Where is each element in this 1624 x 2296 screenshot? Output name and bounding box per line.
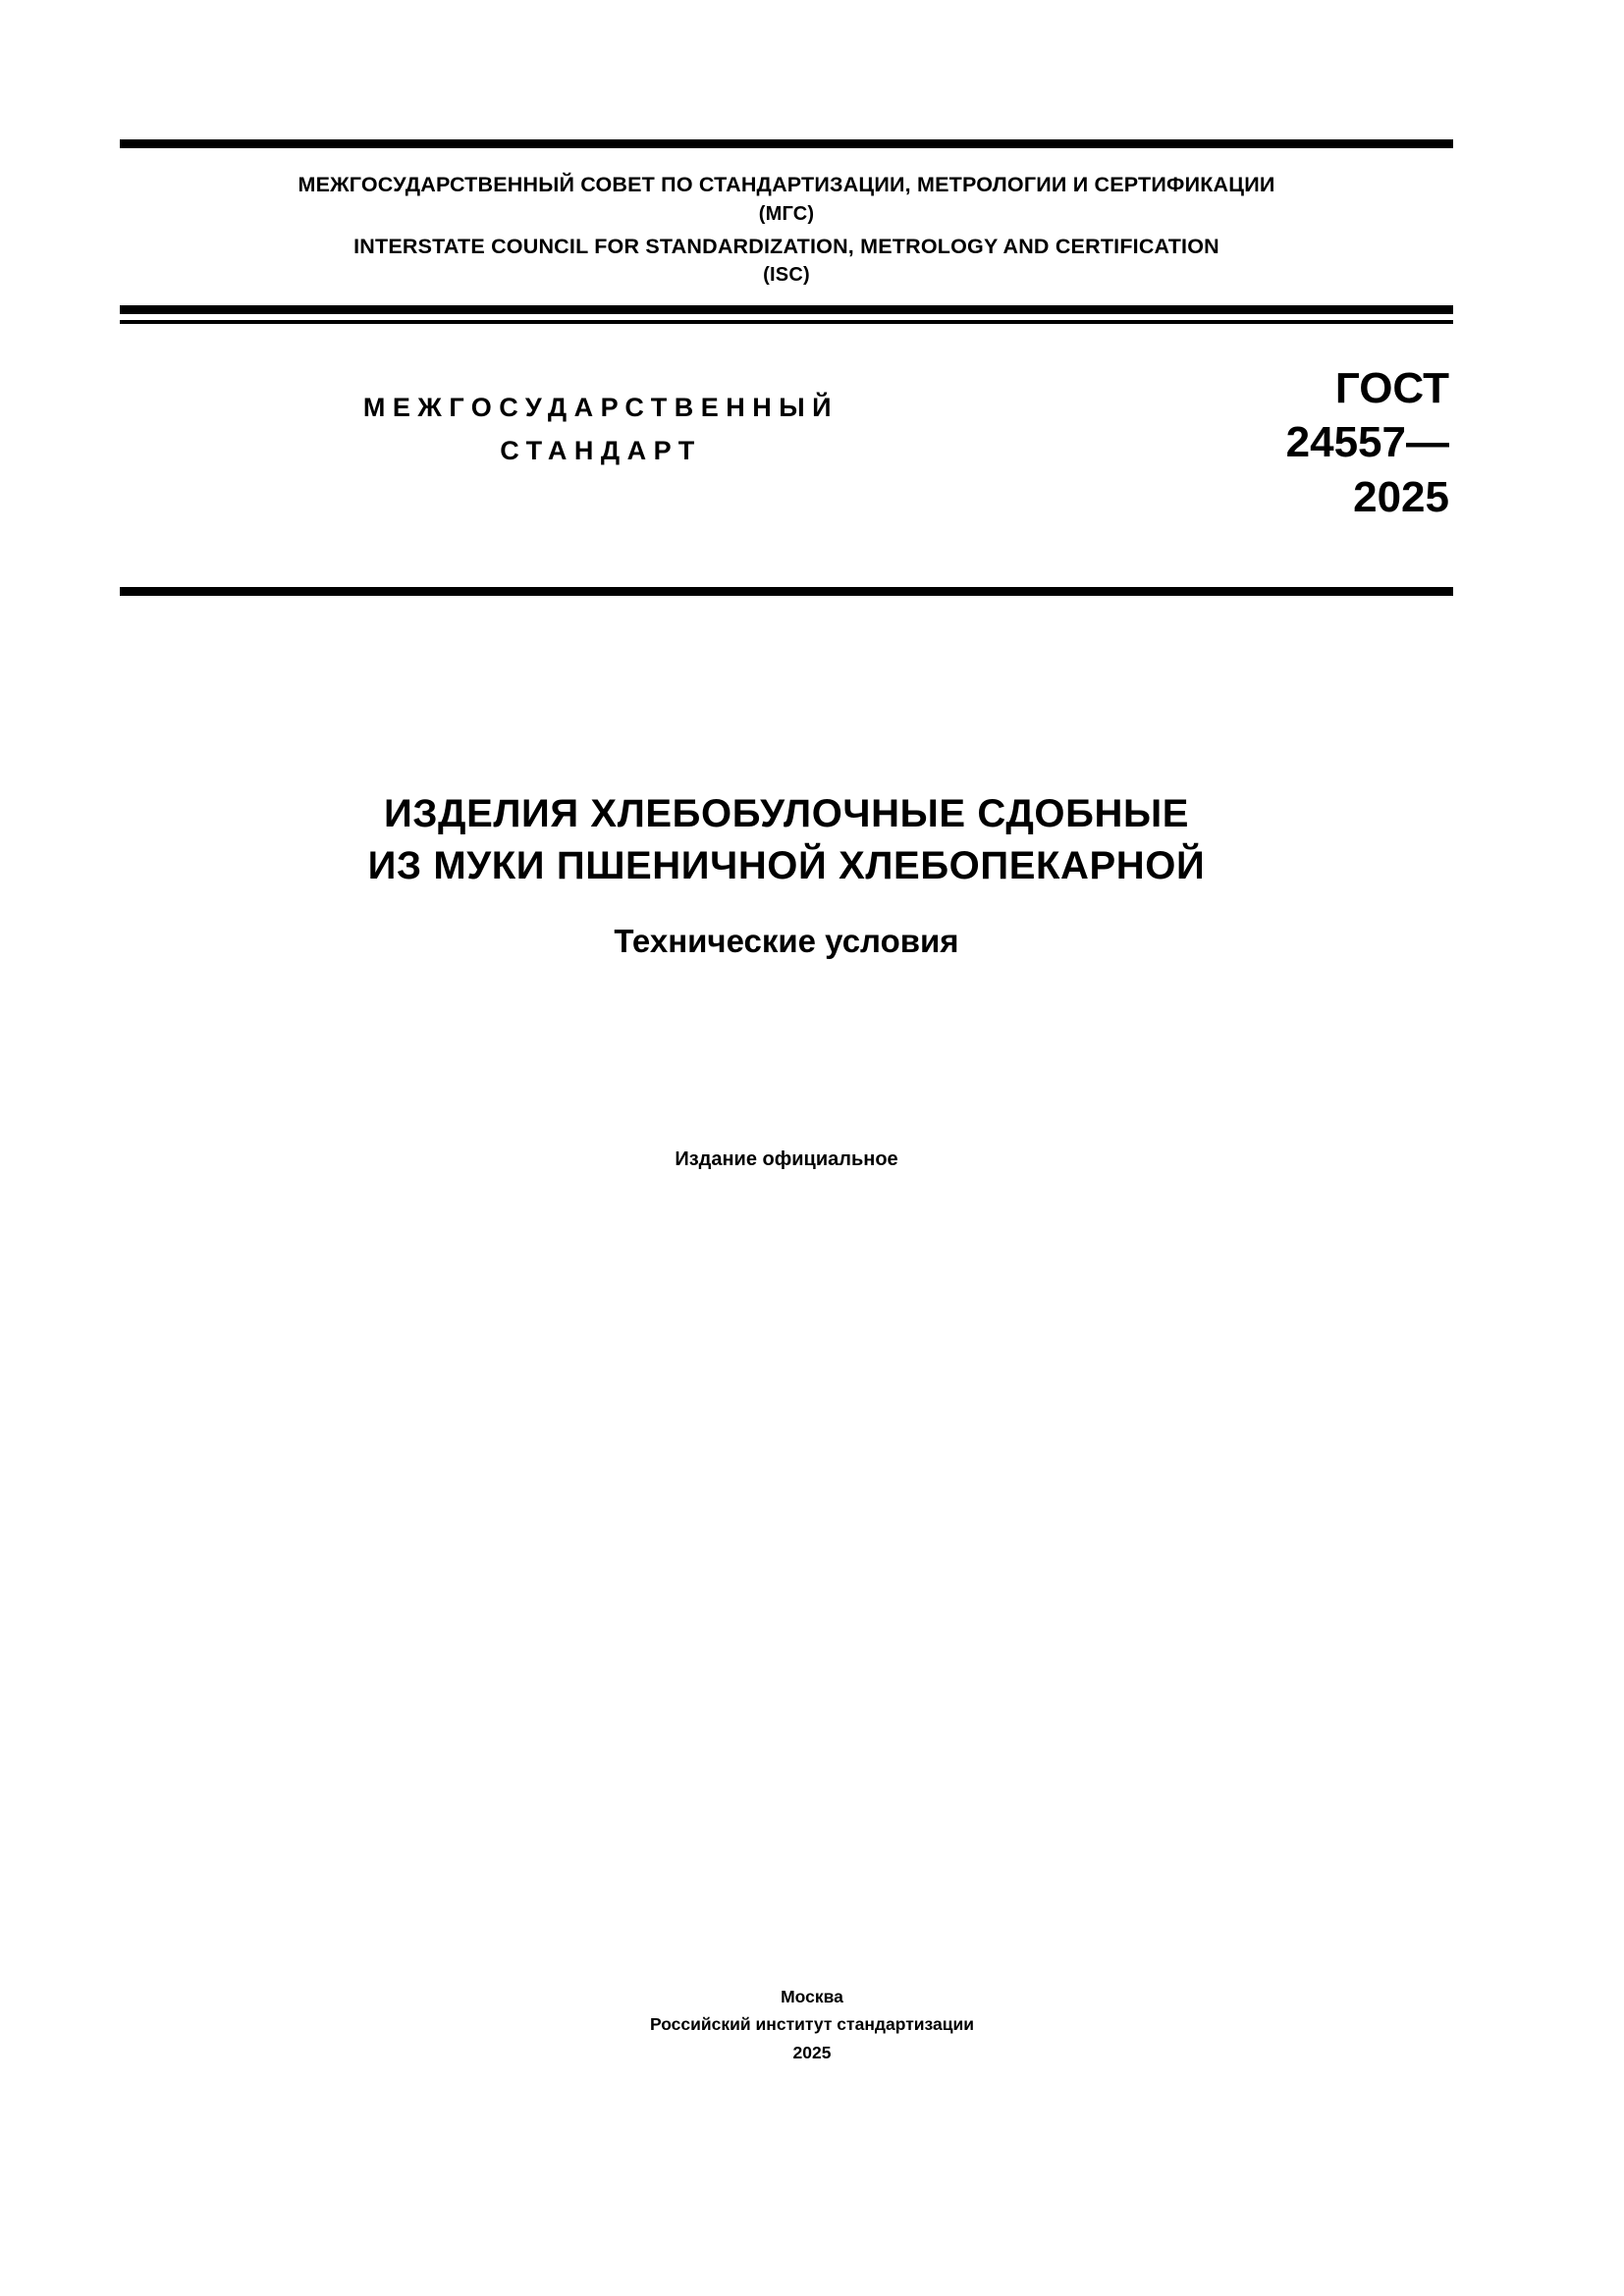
gost-year-part: 2025 (1353, 472, 1449, 521)
page-title-line1: ИЗДЕЛИЯ ХЛЕБОБУЛОЧНЫЕ СДОБНЫЕ (383, 791, 1190, 835)
council-abbr-en: (ISC) (763, 264, 810, 287)
imprint-publisher: Российский институт стандартизации (649, 2014, 975, 2035)
top-divider (120, 139, 1453, 148)
imprint-city: Москва (781, 1987, 843, 2006)
gost-label: ГОСТ (1334, 363, 1449, 412)
imprint-block (0, 1983, 1624, 2066)
imprint-year: 2025 (792, 2042, 832, 2062)
page-title-line2: ИЗ МУКИ ПШЕНИЧНОЙ ХЛЕБОПЕКАРНОЙ (367, 844, 1206, 888)
designation-divider (120, 587, 1453, 596)
standard-type-line1: МЕЖГОСУДАРСТВЕННЫЙ (362, 392, 839, 422)
document-title-block (120, 788, 1453, 960)
council-header (120, 148, 1453, 303)
gost-designation (1037, 361, 1449, 524)
standard-type-line2: СТАНДАРТ (500, 435, 702, 465)
council-abbr-ru: (МГС) (758, 202, 815, 225)
standard-designation-block (120, 324, 1453, 587)
council-title-en: INTERSTATE COUNCIL FOR STANDARDIZATION, METROLOGY AND CERTIFICATION (353, 234, 1219, 258)
standard-type (297, 387, 905, 472)
page-content (120, 0, 1453, 1171)
page-title (120, 788, 1453, 893)
page-subtitle: Технические условия (614, 923, 959, 959)
gost-number-part: 24557— (1285, 418, 1449, 467)
header-divider (120, 305, 1453, 314)
official-edition-note: Издание официальное (675, 1148, 898, 1170)
council-title-ru: МЕЖГОСУДАРСТВЕННЫЙ СОВЕТ ПО СТАНДАРТИЗАЦИИ, МЕТРОЛОГИИ И СЕРТИФИКАЦИИ (298, 173, 1275, 196)
